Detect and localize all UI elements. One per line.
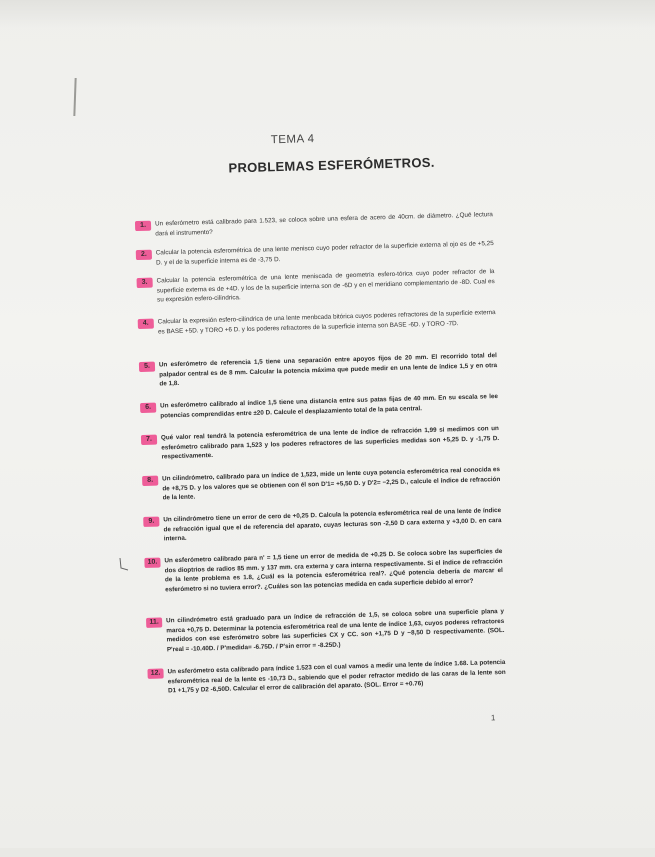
problem-number: 12. bbox=[147, 668, 163, 678]
problem-number: 11. bbox=[146, 617, 162, 627]
problem-item bbox=[147, 658, 506, 695]
problem-item bbox=[136, 267, 495, 304]
problem-text: Un cilindrómetro tiene un error de cero de +0,25 D. Calcula la potencia esferométrica real de una lente de índice de refracción igual que el de referencia del aparato, cuyas lecturas son -2,50 D cara externa y +3,00 D. en cara interna. bbox=[163, 506, 502, 543]
problem-text: Calcular la potencia esferométrica de una lente menisco cuyo poder refractor de la superficie externa al ojo es de +5,25 D. y el de la superficie interna es de -3,75 D. bbox=[155, 240, 494, 267]
problem-item bbox=[135, 210, 493, 238]
problem-text: Calcular la potencia esferométrica de una lente meniscada de geometría esfero-tórica cuyo poder refractor de la superficie externa es de +4D. y los de la superficie interna son de -6D y en el meridiano complementario de -8D. Cual es su expresión esfero-cilíndrica. bbox=[156, 268, 495, 304]
section-heading: TEMA 4 bbox=[270, 133, 315, 147]
problem-number: 1. bbox=[135, 221, 151, 231]
problem-text: Un cilindrómetro, calibrado para un índice de 1,523, mide un lente cuya potencia esferométrica real conocida es de +8,75 D. y los valores que se obtienen con él son D'1= +5,50 D. y D'2= −2,25 D., calcule el índice de refracción de la lente. bbox=[162, 466, 501, 502]
problem-item bbox=[143, 506, 502, 543]
problem-number: 10. bbox=[144, 558, 160, 568]
problem-text: Calcular la expresión esfero-cilíndrica de una lente menbcada bitórica cuyos poderes refractores de la superficie externa es BASE +5D. y TORO +6 D. y los poderes refractores de la superficie interna son BASE -6D. y TORO -7D. bbox=[157, 309, 496, 336]
handwritten-check-icon bbox=[118, 556, 130, 572]
problem-item bbox=[136, 239, 494, 267]
problem-item bbox=[142, 465, 501, 502]
problem-text: Un esferómetro de referencia 1,5 tiene una separación entre apoyos fijos de 20 mm. El recorrido total del palpador central es de 8 mm. Calcular la potencia máxima que puede medir en una lente de índice 1,5 y en otra de 1,8. bbox=[158, 352, 498, 388]
problem-number: 3. bbox=[137, 278, 153, 288]
problem-text: Un esferómetro está calibrado para 1.523, se coloca sobre una esfera de acero de 40cm. de diámetro. ¿Qué lectura dará el instrumento? bbox=[154, 211, 493, 238]
problem-number: 9. bbox=[143, 517, 159, 527]
page-number: 1 bbox=[490, 713, 496, 723]
page-title: PROBLEMAS ESFERÓMETROS. bbox=[228, 154, 435, 176]
problem-number: 2. bbox=[136, 250, 152, 260]
problem-text: Un esferómetro calibrado para n' = 1,5 tiene un error de medida de +0.25 D. Se coloca sobre las superficies de dos dioptrios de radios 85 mm. y 137 mm. cra externa y cara interna respectivamente. Si el índice de refracción de la lente problema es 1.8, ¿Cuál es la potencia esferométrica real?. ¿Qué potencia debería de marcar el esferómetro si no tuviera error?. ¿Cuáles son las potencias medida en cada superficie debido al error? bbox=[164, 547, 503, 594]
problem-text: Un cilindrómetro está graduado para un índice de refracción de 1,5, se coloca sobre una superficie plana y marca +0,75 D. Determinar la potencia esferométrica real de una lente de índice 1,63, cuyos poderes refractores medidos con ese esferómetro sobre las superficies CX y CC. son +1,75 D y −8,50 D respectivamente. (SOL. P'real = -10.40D. / P'medida= -6.75D. / P'sin error = -8.25D.) bbox=[166, 607, 505, 654]
problem-item bbox=[141, 424, 500, 461]
problem-item bbox=[139, 351, 498, 388]
problem-text: Un esferómetro calibrado al índice 1,5 tiene una distancia entre sus patas fijas de 40 mm. En su escala se lee potencias comprendidas entre ±20 D. Calcule el desplazamiento total de la pata central. bbox=[160, 393, 499, 420]
problem-item bbox=[138, 308, 496, 336]
problem-item bbox=[146, 607, 505, 654]
problem-number: 6. bbox=[140, 403, 156, 413]
problem-text: Un esferómetro esta calibrado para índice 1.523 con el cual vamos a medir una lente de índice 1.68. La potencia esferométrica real de la lente es -10,73 D., sabiendo que el poder refractor medido de las caras de la lente son D1 +1,75 y D2 -6,50D. Calcular el error de calibración del aparato. (SOL. Error = +0.76) bbox=[167, 658, 506, 695]
problem-number: 5. bbox=[139, 362, 155, 372]
problem-item bbox=[144, 547, 503, 594]
problem-number: 8. bbox=[142, 476, 158, 486]
problem-number: 4. bbox=[138, 319, 154, 329]
problem-text: Qué valor real tendrá la potencia esferométrica de una lente de índice de refracción 1,99 si medimos con un esferómetro calibrado para 1,523 y los poderes refractores de las superficies medidas son +5,25 D. y -1,75 D. respectivamente. bbox=[160, 425, 500, 461]
problem-number: 7. bbox=[141, 435, 157, 445]
problem-item bbox=[140, 392, 499, 420]
